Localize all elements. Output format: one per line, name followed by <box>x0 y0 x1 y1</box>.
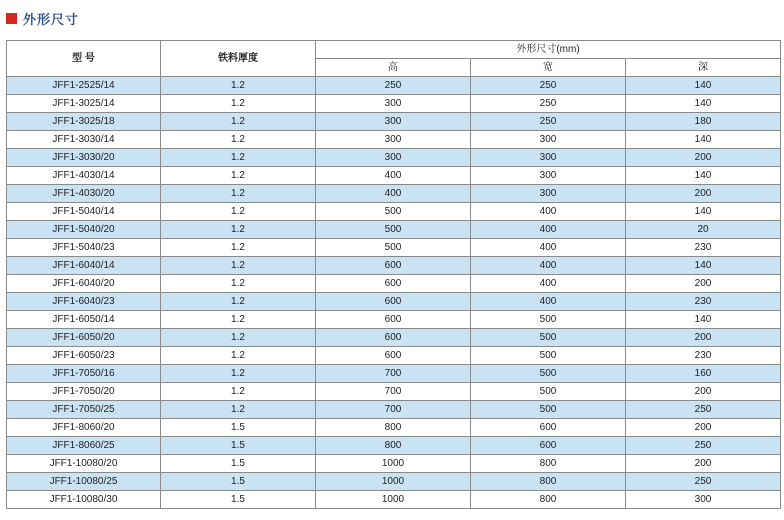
cell-height: 500 <box>316 221 471 239</box>
cell-model: JFF1-2525/14 <box>7 77 161 95</box>
cell-height: 300 <box>316 95 471 113</box>
cell-height: 600 <box>316 293 471 311</box>
cell-height: 700 <box>316 365 471 383</box>
header-depth: 深 <box>626 59 781 77</box>
cell-height: 800 <box>316 419 471 437</box>
cell-width: 400 <box>471 221 626 239</box>
cell-width: 300 <box>471 167 626 185</box>
cell-model: JFF1-4030/14 <box>7 167 161 185</box>
table-row <box>7 293 781 311</box>
table-row <box>7 419 781 437</box>
cell-height: 600 <box>316 329 471 347</box>
cell-model: JFF1-10080/20 <box>7 455 161 473</box>
header-height: 高 <box>316 59 471 77</box>
table-row <box>7 311 781 329</box>
header-thickness: 铁料厚度 <box>161 41 316 77</box>
table-row <box>7 383 781 401</box>
cell-model: JFF1-6050/20 <box>7 329 161 347</box>
cell-thickness: 1.2 <box>161 113 316 131</box>
cell-model: JFF1-3030/14 <box>7 131 161 149</box>
cell-model: JFF1-5040/23 <box>7 239 161 257</box>
cell-depth: 250 <box>626 401 781 419</box>
table-row <box>7 203 781 221</box>
section-header <box>6 9 79 28</box>
cell-thickness: 1.2 <box>161 167 316 185</box>
table-row <box>7 437 781 455</box>
cell-depth: 300 <box>626 491 781 509</box>
cell-model: JFF1-6040/14 <box>7 257 161 275</box>
cell-height: 1000 <box>316 455 471 473</box>
cell-width: 500 <box>471 383 626 401</box>
cell-model: JFF1-6050/14 <box>7 311 161 329</box>
cell-model: JFF1-10080/25 <box>7 473 161 491</box>
cell-height: 700 <box>316 401 471 419</box>
cell-thickness: 1.2 <box>161 131 316 149</box>
cell-height: 400 <box>316 185 471 203</box>
cell-height: 500 <box>316 239 471 257</box>
cell-thickness: 1.2 <box>161 275 316 293</box>
cell-height: 300 <box>316 149 471 167</box>
cell-thickness: 1.2 <box>161 383 316 401</box>
table-row <box>7 149 781 167</box>
cell-width: 250 <box>471 77 626 95</box>
cell-width: 800 <box>471 473 626 491</box>
cell-depth: 140 <box>626 131 781 149</box>
cell-width: 400 <box>471 275 626 293</box>
cell-height: 600 <box>316 257 471 275</box>
cell-depth: 140 <box>626 167 781 185</box>
cell-depth: 200 <box>626 455 781 473</box>
cell-depth: 230 <box>626 347 781 365</box>
cell-depth: 140 <box>626 257 781 275</box>
cell-width: 500 <box>471 329 626 347</box>
cell-depth: 230 <box>626 239 781 257</box>
cell-height: 700 <box>316 383 471 401</box>
cell-width: 800 <box>471 491 626 509</box>
cell-height: 300 <box>316 113 471 131</box>
table-row <box>7 257 781 275</box>
table-row <box>7 131 781 149</box>
cell-depth: 140 <box>626 203 781 221</box>
cell-depth: 180 <box>626 113 781 131</box>
cell-depth: 140 <box>626 77 781 95</box>
cell-height: 250 <box>316 77 471 95</box>
cell-thickness: 1.2 <box>161 203 316 221</box>
cell-model: JFF1-7050/20 <box>7 383 161 401</box>
table-row <box>7 185 781 203</box>
cell-height: 600 <box>316 275 471 293</box>
cell-thickness: 1.2 <box>161 329 316 347</box>
cell-width: 400 <box>471 293 626 311</box>
cell-width: 400 <box>471 239 626 257</box>
cell-depth: 200 <box>626 149 781 167</box>
table-row <box>7 491 781 509</box>
cell-thickness: 1.5 <box>161 437 316 455</box>
cell-model: JFF1-7050/25 <box>7 401 161 419</box>
cell-height: 600 <box>316 347 471 365</box>
cell-model: JFF1-6050/23 <box>7 347 161 365</box>
cell-model: JFF1-5040/20 <box>7 221 161 239</box>
cell-depth: 140 <box>626 311 781 329</box>
cell-depth: 250 <box>626 473 781 491</box>
cell-thickness: 1.5 <box>161 491 316 509</box>
cell-thickness: 1.2 <box>161 347 316 365</box>
cell-thickness: 1.2 <box>161 257 316 275</box>
cell-model: JFF1-3030/20 <box>7 149 161 167</box>
cell-thickness: 1.2 <box>161 311 316 329</box>
table-row <box>7 347 781 365</box>
cell-width: 500 <box>471 401 626 419</box>
cell-thickness: 1.2 <box>161 401 316 419</box>
cell-width: 300 <box>471 185 626 203</box>
cell-width: 300 <box>471 149 626 167</box>
cell-height: 300 <box>316 131 471 149</box>
red-square-icon <box>6 13 17 24</box>
table-row <box>7 239 781 257</box>
cell-depth: 230 <box>626 293 781 311</box>
table-body <box>7 77 781 509</box>
table-row <box>7 329 781 347</box>
cell-width: 300 <box>471 131 626 149</box>
cell-depth: 200 <box>626 329 781 347</box>
cell-depth: 200 <box>626 185 781 203</box>
table-row <box>7 221 781 239</box>
cell-model: JFF1-10080/30 <box>7 491 161 509</box>
cell-thickness: 1.2 <box>161 77 316 95</box>
table-row <box>7 95 781 113</box>
cell-model: JFF1-6040/20 <box>7 275 161 293</box>
cell-thickness: 1.5 <box>161 473 316 491</box>
cell-model: JFF1-3025/18 <box>7 113 161 131</box>
table-row <box>7 113 781 131</box>
cell-width: 400 <box>471 203 626 221</box>
cell-height: 1000 <box>316 491 471 509</box>
cell-height: 1000 <box>316 473 471 491</box>
cell-width: 500 <box>471 347 626 365</box>
cell-width: 500 <box>471 311 626 329</box>
cell-depth: 140 <box>626 95 781 113</box>
cell-width: 600 <box>471 437 626 455</box>
table-row <box>7 77 781 95</box>
header-model: 型 号 <box>7 41 161 77</box>
cell-model: JFF1-7050/16 <box>7 365 161 383</box>
cell-width: 400 <box>471 257 626 275</box>
cell-height: 500 <box>316 203 471 221</box>
cell-thickness: 1.2 <box>161 185 316 203</box>
table-row <box>7 473 781 491</box>
cell-width: 250 <box>471 95 626 113</box>
cell-height: 600 <box>316 311 471 329</box>
table-row <box>7 275 781 293</box>
cell-depth: 200 <box>626 419 781 437</box>
table-row <box>7 167 781 185</box>
cell-width: 500 <box>471 365 626 383</box>
cell-thickness: 1.5 <box>161 419 316 437</box>
cell-thickness: 1.5 <box>161 455 316 473</box>
cell-thickness: 1.2 <box>161 149 316 167</box>
table-row <box>7 455 781 473</box>
cell-model: JFF1-8060/20 <box>7 419 161 437</box>
cell-model: JFF1-5040/14 <box>7 203 161 221</box>
cell-model: JFF1-3025/14 <box>7 95 161 113</box>
header-width: 宽 <box>471 59 626 77</box>
header-dimensions: 外形尺寸(mm) <box>316 41 781 59</box>
cell-depth: 250 <box>626 437 781 455</box>
cell-thickness: 1.2 <box>161 239 316 257</box>
cell-depth: 20 <box>626 221 781 239</box>
cell-height: 800 <box>316 437 471 455</box>
cell-height: 400 <box>316 167 471 185</box>
cell-model: JFF1-6040/23 <box>7 293 161 311</box>
cell-thickness: 1.2 <box>161 293 316 311</box>
cell-thickness: 1.2 <box>161 365 316 383</box>
section-title: 外形尺寸 <box>23 12 80 27</box>
cell-model: JFF1-4030/20 <box>7 185 161 203</box>
dimensions-table <box>6 40 781 509</box>
cell-model: JFF1-8060/25 <box>7 437 161 455</box>
cell-width: 250 <box>471 113 626 131</box>
table-row <box>7 401 781 419</box>
cell-depth: 200 <box>626 275 781 293</box>
cell-width: 800 <box>471 455 626 473</box>
cell-depth: 160 <box>626 365 781 383</box>
cell-thickness: 1.2 <box>161 221 316 239</box>
cell-width: 600 <box>471 419 626 437</box>
table-row <box>7 365 781 383</box>
cell-depth: 200 <box>626 383 781 401</box>
cell-thickness: 1.2 <box>161 95 316 113</box>
